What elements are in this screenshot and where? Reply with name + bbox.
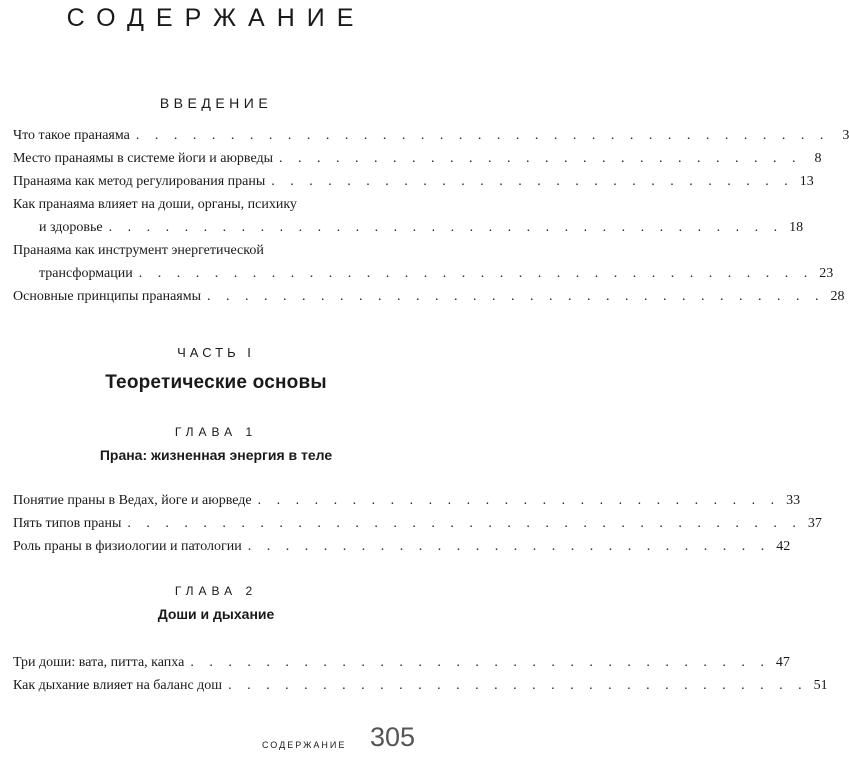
toc-entry-title-cont: и здоровье xyxy=(39,220,103,235)
toc-entry-title: Роль праны в физиологии и патологии xyxy=(13,539,242,554)
toc-leader-dots: . . . . . . . . . . . . . . . . . . . . . . . . . . . . xyxy=(247,539,771,554)
toc-leader-dots: . . . . . . . . . . . . . . . . . . . . . . . . . . . . . . . . . . . . xyxy=(127,516,802,531)
toc-leader-dots: . . . . . . . . . . . . . . . . . . . . . . . . . . . . . . . . . xyxy=(207,289,825,304)
toc-entry[interactable] xyxy=(13,285,845,308)
toc-entry-title: Как дыхание влияет на баланс дош xyxy=(13,678,223,693)
chapter-label: ГЛАВА 1 xyxy=(174,425,258,439)
toc-entry-title: Пранаяма как метод регулирования праны xyxy=(13,174,266,189)
toc-entry-title: Как пранаяма влияет на доши, органы, психику xyxy=(13,197,297,212)
running-footer-label: СОДЕРЖАНИЕ xyxy=(262,740,347,750)
toc-entry-title-cont: трансформации xyxy=(39,266,133,281)
chapter-title: Доши и дыхание xyxy=(157,606,275,622)
toc-entry-title: Что такое пранаяма xyxy=(13,128,130,143)
chapter-title: Прана: жизненная энергия в теле xyxy=(99,447,333,463)
toc-leader-dots: . . . . . . . . . . . . . . . . . . . . . . . . . . . . . . . . . . . . . xyxy=(135,128,830,143)
toc-entry[interactable] xyxy=(13,489,801,512)
page-title: СОДЕРЖАНИЕ xyxy=(66,4,366,32)
toc-entry-title: Основные принципы пранаямы xyxy=(13,289,202,304)
toc-entry[interactable] xyxy=(13,124,849,147)
toc-entry-title: Пять типов праны xyxy=(13,516,122,531)
toc-leader-dots: . . . . . . . . . . . . . . . . . . . . . . . . . . . . . . . . . . . . xyxy=(138,266,814,281)
toc-entry-page: 28 xyxy=(830,289,845,304)
toc-leader-dots: . . . . . . . . . . . . . . . . . . . . . . . . . . . . . . . xyxy=(190,655,770,670)
toc-entry-page: 13 xyxy=(799,174,814,189)
part-label: ЧАСТЬ I xyxy=(177,345,255,360)
toc-leader-dots: . . . . . . . . . . . . . . . . . . . . . . . . . . . . . . . xyxy=(228,678,808,693)
toc-entry[interactable] xyxy=(13,674,828,697)
page-number: 305 xyxy=(369,722,415,752)
intro-heading: ВВЕДЕНИЕ xyxy=(159,95,273,111)
toc-entry[interactable] xyxy=(13,512,822,535)
toc-entry-page: 37 xyxy=(807,516,822,531)
toc-entry[interactable] xyxy=(13,239,834,285)
toc-leader-dots: . . . . . . . . . . . . . . . . . . . . . . . . . . . . . . . . . . . . xyxy=(108,220,784,235)
toc-leader-dots: . . . . . . . . . . . . . . . . . . . . . . . . . . . . xyxy=(279,151,802,166)
toc-entry-page: 23 xyxy=(819,266,834,281)
toc-entry[interactable] xyxy=(13,193,804,239)
toc-entry-page: 33 xyxy=(786,493,801,508)
part-title: Теоретические основы xyxy=(105,372,327,393)
toc-entry[interactable] xyxy=(13,170,814,193)
toc-entry-page: 47 xyxy=(775,655,790,670)
chapter-label: ГЛАВА 2 xyxy=(174,584,258,598)
toc-entry-title: Три доши: вата, питта, капха xyxy=(13,655,185,670)
toc-entry[interactable] xyxy=(13,147,822,170)
toc-leader-dots: . . . . . . . . . . . . . . . . . . . . . . . . . . . . xyxy=(271,174,794,189)
toc-entry-page: 51 xyxy=(813,678,828,693)
toc-entry-page: 8 xyxy=(814,151,822,166)
toc-entry-page: 3 xyxy=(842,128,849,143)
toc-entry-title: Пранаяма как инструмент энергетической xyxy=(13,243,264,258)
toc-entry-page: 42 xyxy=(776,539,791,554)
toc-entry-title: Место пранаямы в системе йоги и аюрведы xyxy=(13,151,274,166)
toc-leader-dots: . . . . . . . . . . . . . . . . . . . . . . . . . . . . xyxy=(257,493,781,508)
toc-entry-title: Понятие праны в Ведах, йоге и аюрведе xyxy=(13,493,252,508)
toc-entry[interactable] xyxy=(13,535,791,558)
toc-entry-page: 18 xyxy=(789,220,804,235)
toc-entry[interactable] xyxy=(13,651,790,674)
